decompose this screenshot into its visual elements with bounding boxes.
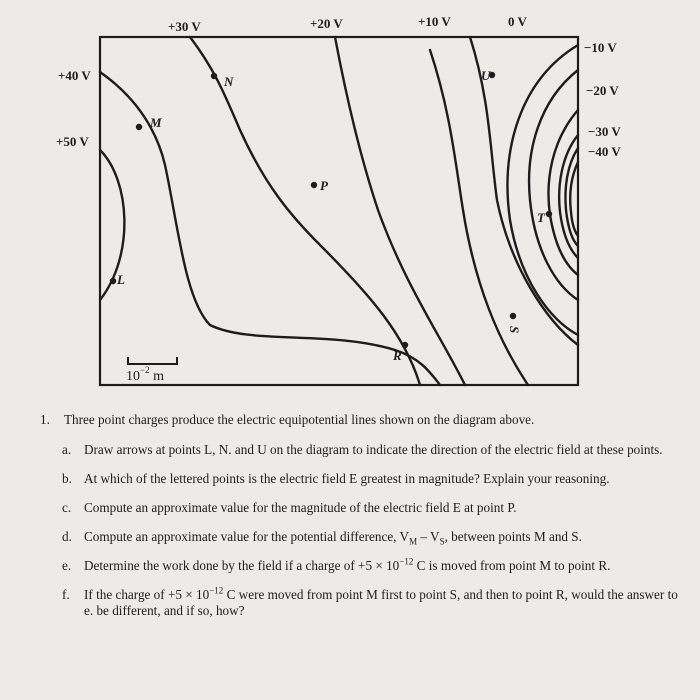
part-e-text: Determine the work done by the field if a charge of $+5 \times 10^{-12}$ C is moved from point M to point R.	[84, 556, 611, 573]
point-t-label: T	[537, 210, 545, 225]
label-0v: 0 V	[508, 14, 527, 29]
label-plus50v: +50 V	[56, 134, 89, 149]
part-a	[62, 442, 680, 458]
point-m-dot	[136, 124, 142, 130]
part-b	[62, 471, 680, 487]
equipotential-plus30v	[190, 37, 420, 385]
part-f-letter: f.	[62, 587, 70, 602]
part-e-letter: e.	[62, 558, 72, 573]
point-u-label: U	[481, 68, 491, 83]
label-plus20v: +20 V	[310, 16, 343, 31]
equipotential-minus40v-inner	[570, 162, 578, 236]
scale-exponent: −2	[140, 365, 150, 375]
question-number: 1.	[40, 412, 50, 427]
part-b-text: At which of the lettered points is the electric field E greatest in magnitude? Explain your reasoning.	[84, 471, 610, 486]
label-minus40v: −40 V	[588, 144, 621, 159]
point-l-dot	[110, 278, 116, 284]
point-n-dot	[211, 73, 217, 79]
part-e	[62, 558, 680, 574]
label-minus30v: −30 V	[588, 124, 621, 139]
label-minus20v: −20 V	[586, 83, 619, 98]
point-p-dot	[311, 182, 317, 188]
point-s-label: S	[507, 326, 522, 334]
point-s-dot	[510, 313, 516, 319]
part-d	[62, 529, 680, 545]
part-f-text: If the charge of $+5 \times 10^{-12}$ C were moved from point M first to point S, and then to point R, would the answer to e. be different, and if so, how?	[84, 585, 678, 618]
scale-bar	[128, 357, 177, 364]
point-r-label: R	[393, 348, 402, 363]
question-text: Three point charges produce the electric equipotential lines shown on the diagram above.	[64, 412, 535, 427]
label-plus40v: +40 V	[58, 68, 91, 83]
point-t-dot	[546, 211, 552, 217]
question-1	[40, 412, 680, 428]
point-r-dot	[402, 342, 408, 348]
scale-base: 10	[126, 369, 140, 384]
point-p-label: P	[320, 178, 328, 193]
part-f	[62, 587, 680, 619]
part-d-letter: d.	[62, 529, 72, 544]
question-block	[40, 412, 680, 632]
label-plus30v: +30 V	[168, 19, 201, 34]
part-a-letter: a.	[62, 442, 72, 457]
equipotential-plus20v	[335, 37, 465, 385]
point-l-label: L	[117, 272, 125, 287]
part-c-text: Compute an approximate value for the magnitude of the electric field E at point P.	[84, 500, 517, 515]
part-c-letter: c.	[62, 500, 72, 515]
equipotential-plus10v	[430, 50, 528, 385]
part-a-text: Draw arrows at points L, N. and U on the diagram to indicate the direction of the electric field at these points.	[84, 442, 663, 457]
scale-label	[126, 365, 164, 384]
part-c	[62, 500, 680, 516]
part-b-letter: b.	[62, 471, 72, 486]
point-m-label: M	[150, 115, 162, 130]
scale-unit: m	[153, 369, 164, 384]
point-n-label: N	[224, 74, 234, 89]
equipotential-minus30v	[548, 110, 578, 275]
label-minus10v: −10 V	[584, 40, 617, 55]
part-d-text: Compute an approximate value for the potential difference, $V_M - V_S$, between points M and S.	[84, 529, 582, 547]
label-plus10v: +10 V	[418, 14, 451, 29]
diagram-frame	[100, 37, 578, 385]
